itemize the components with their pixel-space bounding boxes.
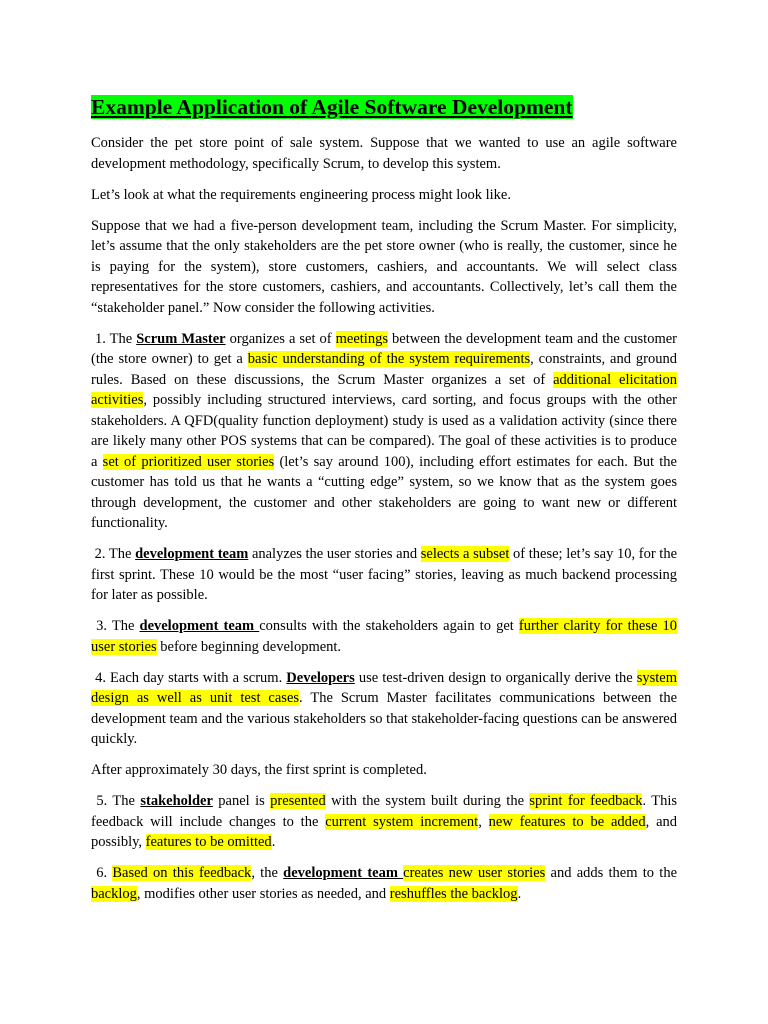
activity-step <box>91 668 677 750</box>
activity-step <box>91 329 677 534</box>
role-term: development team <box>139 618 260 634</box>
body-text: panel is <box>212 793 271 809</box>
role-term: stakeholder <box>140 793 213 809</box>
body-text: and adds them to the <box>545 865 678 881</box>
intro-paragraph-3: Suppose that we had a five-person development team, including the Scrum Master. For simplicity, let’s assume that the only stakeholders are the pet store owner (who is really, the customer, since he is paying for the system), store customers, cashiers, and accountants. We will select class representatives for the store customers, cashiers, and accountants. Collectively, let’s call them the “stakeholder panel.” Now consider the following activities. <box>91 217 677 316</box>
intro-paragraph-2: Let’s look at what the requirements engineering process might look like. <box>91 186 511 203</box>
body-text: , possibly including structured interviews, card sorting, and focus groups with the other stakeholders. A QFD(quality function deployment) study is used as a validation activity (since there are likely many other POS systems that can be compared). The goal of these activities is to produce a <box>91 392 677 470</box>
body-text: . <box>517 885 522 902</box>
body-text: with the system built during the <box>325 793 530 809</box>
step-number: 4. <box>95 669 106 686</box>
body-text: The <box>111 618 140 634</box>
document-page <box>91 92 677 915</box>
highlighted-phrase: features to be omitted <box>145 834 272 850</box>
activity-step <box>91 863 677 904</box>
activity-step <box>91 791 677 853</box>
interlude-paragraph: After approximately 30 days, the first sprint is completed. <box>91 762 427 778</box>
highlighted-phrase: reshuffles the backlog <box>389 885 518 902</box>
activity-step <box>91 544 677 606</box>
highlighted-phrase: meetings <box>335 330 388 347</box>
activity-list-continued <box>91 791 677 904</box>
highlighted-phrase: creates new user stories <box>403 865 546 881</box>
step-number: 1. <box>95 330 106 347</box>
role-term: development team <box>135 546 249 562</box>
activity-step <box>91 616 677 657</box>
body-text: . The Scrum Master facilitates communications between the development team and the various stakeholders so that stakeholder-facing questions can be answered quickly. <box>91 690 678 747</box>
highlighted-phrase: sprint for feedback <box>529 793 643 809</box>
highlighted-phrase: further clarity for these 10 user stories <box>91 618 678 655</box>
highlighted-phrase: additional elicitation activities <box>91 371 678 408</box>
body-text: The <box>112 793 141 809</box>
intro-paragraph-1: Consider the pet store point of sale system. Suppose that we wanted to use an agile software development methodology, specifically Scrum, to develop this system. <box>91 135 677 172</box>
body-text: consults with the stakeholders again to get <box>259 618 519 634</box>
highlighted-phrase: set of prioritized user stories <box>102 453 275 470</box>
body-text: . <box>271 834 276 850</box>
document-title-text: Example Application of Agile Software Development <box>91 95 573 119</box>
body-text: , the <box>251 865 284 881</box>
body-text: The <box>109 330 137 347</box>
document-title <box>91 92 677 122</box>
highlighted-phrase: presented <box>270 793 326 809</box>
body-text: , <box>478 813 489 830</box>
body-text: between the development team and the customer (the store owner) to get a <box>91 330 678 367</box>
highlighted-phrase: basic understanding of the system requirements <box>247 351 531 367</box>
step-number: 2. <box>94 546 106 562</box>
body-text: , constraints, and ground rules. Based on these discussions, the Scrum Master organizes a set of <box>91 351 677 388</box>
highlighted-phrase: new features to be added <box>488 813 646 830</box>
body-text: . This feedback will include changes to the <box>91 793 678 830</box>
highlighted-phrase: system design as well as unit test cases <box>91 669 678 706</box>
body-text: , modifies other user stories as needed, and <box>136 885 390 902</box>
role-term: development team <box>283 865 404 881</box>
body-text: of these; let’s say 10, for the first sprint. These 10 would be the most “user facing” stories, leaving as much backend processing for later as possible. <box>91 546 678 603</box>
highlighted-phrase: current system increment <box>325 813 479 830</box>
body-text: (let’s say around 100), including effort estimates for each. But the customer has told us that he wants a “cutting edge” system, so we know that as the system goes through development, the customer and other stakeholders are going to want new or different functionality. <box>91 453 677 531</box>
body-text: analyzes the user stories and <box>248 546 421 562</box>
body-text: The <box>108 546 136 562</box>
body-text: use test-driven design to organically derive the <box>354 669 637 686</box>
body-text: organizes a set of <box>225 330 336 347</box>
body-text: , and possibly, <box>91 813 677 850</box>
step-number: 5. <box>96 793 108 809</box>
body-text: Each day starts with a scrum. <box>110 669 287 686</box>
role-term: Scrum Master <box>136 330 226 347</box>
role-term: Developers <box>286 669 355 686</box>
body-text: before beginning development. <box>156 638 342 655</box>
step-number: 3. <box>96 618 107 634</box>
activity-list <box>91 329 677 750</box>
highlighted-phrase: backlog <box>91 885 137 902</box>
step-number: 6. <box>96 865 108 881</box>
highlighted-phrase: Based on this feedback <box>112 865 252 881</box>
highlighted-phrase: selects a subset <box>420 546 510 562</box>
